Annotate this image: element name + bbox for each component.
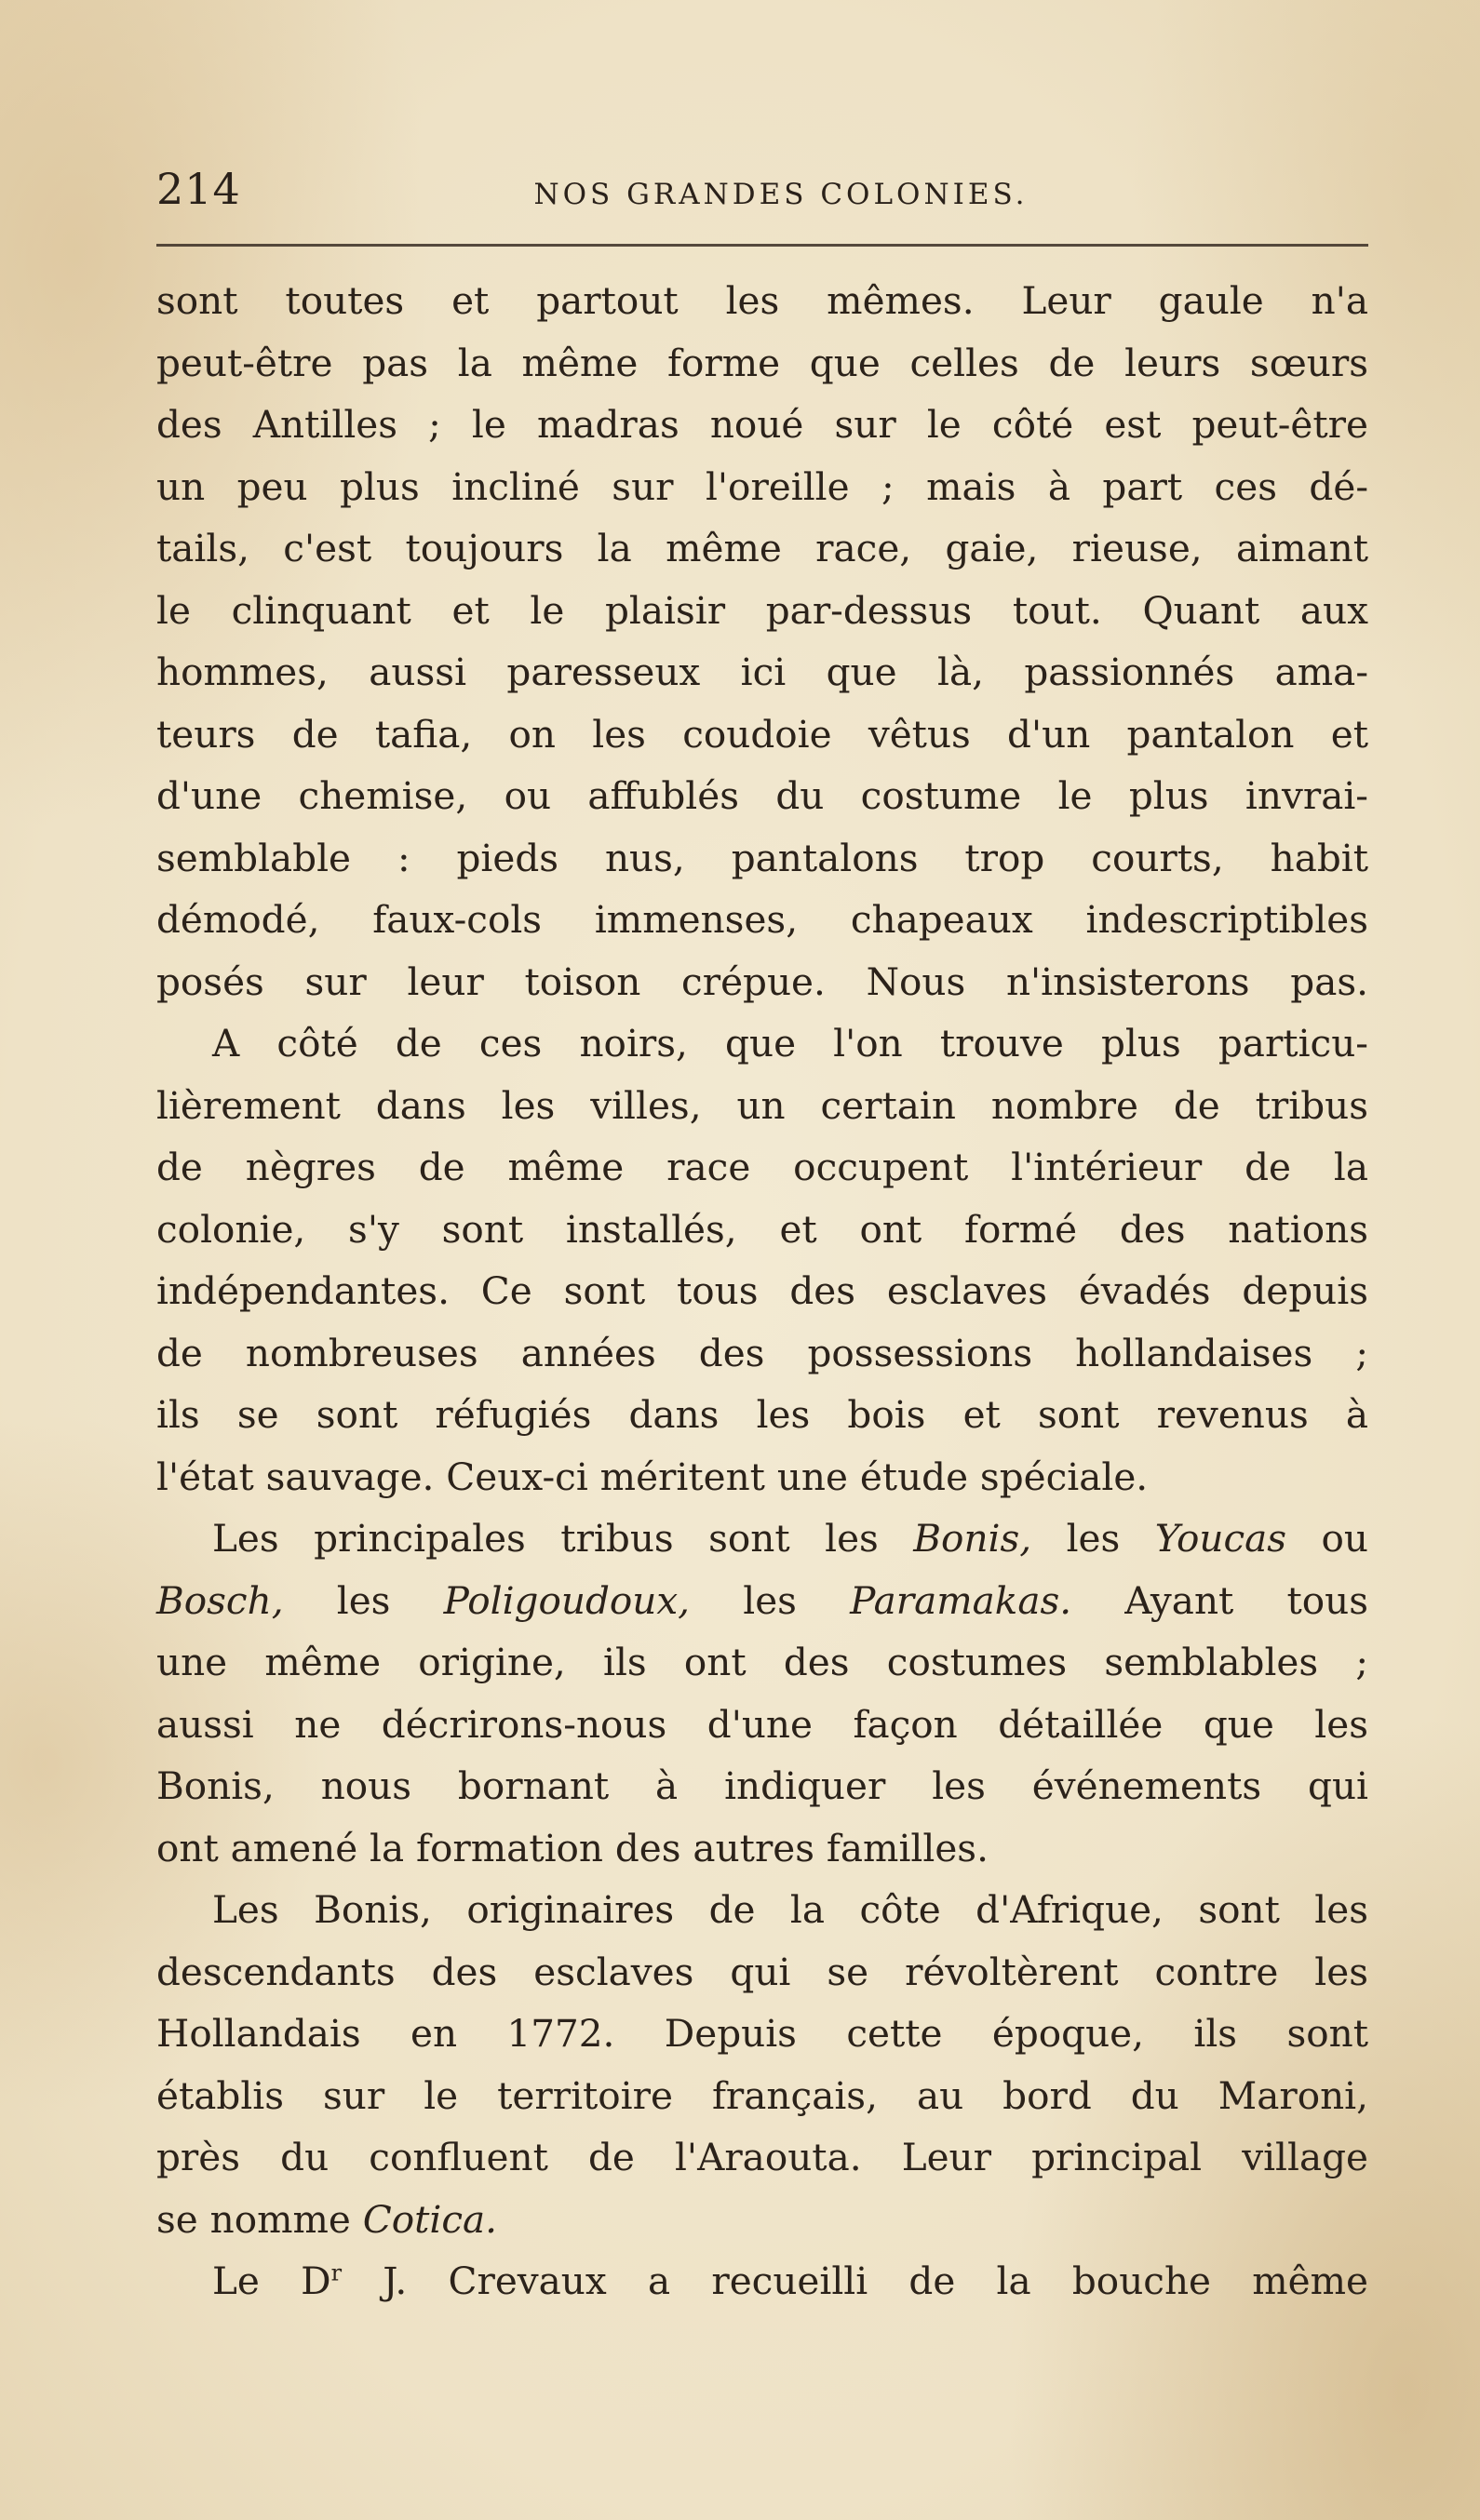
text-line: démodé, faux-cols immenses, chapeaux indescriptibles <box>156 897 1368 942</box>
paragraph-1 <box>156 270 1368 1012</box>
tribe-name-poligoudoux: Poligoudoux, <box>443 1577 691 1623</box>
header-rule <box>156 244 1368 247</box>
text-line: lièrement dans les villes, un certain nombre de tribus <box>156 1082 1368 1128</box>
text-line: sont toutes et partout les mêmes. Leur gaule n'a <box>156 278 1368 323</box>
text-line: indépendantes. Ce sont tous des esclaves évadés depuis <box>156 1268 1368 1313</box>
superscript: r <box>330 2259 343 2286</box>
text-line: aussi ne décrirons-nous d'une façon détaillée que les <box>156 1701 1368 1747</box>
text-line <box>156 2250 1368 2312</box>
text-line: une même origine, ils ont des costumes semblables ; <box>156 1640 1368 1684</box>
page-number: 214 <box>156 164 241 214</box>
tribe-name-paramakas: Paramakas. <box>850 1577 1072 1623</box>
body-text <box>156 270 1368 2312</box>
text-run: les <box>690 1577 851 1623</box>
text-run: se nomme <box>156 2196 363 2242</box>
village-name-cotica: Cotica. <box>362 2196 498 2242</box>
text-line: Bonis, nous bornant à indiquer les événements qui <box>156 1763 1368 1808</box>
text-line: hommes, aussi paresseux ici que là, passionnés ama- <box>156 650 1368 694</box>
text-line: des Antilles ; le madras noué sur le côté est peut-être <box>156 402 1368 447</box>
text-line: d'une chemise, ou affublés du costume le plus invrai- <box>156 773 1368 818</box>
paragraph-4 <box>156 1879 1368 2250</box>
text-line: teurs de tafia, on les coudoie vêtus d'un pantalon et <box>156 711 1368 757</box>
text-line: semblable : pieds nus, pantalons trop courts, habit <box>156 835 1368 880</box>
text-line: de nombreuses années des possessions hollandaises ; <box>156 1330 1368 1375</box>
paragraph-5 <box>156 2250 1368 2312</box>
text-line: un peu plus incliné sur l'oreille ; mais à part ces dé- <box>156 463 1368 509</box>
text-line: peut-être pas la même forme que celles de leurs sœurs <box>156 340 1368 385</box>
paragraph-2 <box>156 1012 1368 1508</box>
text-line: Les Bonis, originaires de la côte d'Afrique, sont les <box>212 1887 1368 1932</box>
text-run: J. Crevaux a recueilli de la bouche même <box>342 2259 1368 2303</box>
text-line: posés sur leur toison crépue. Nous n'insisterons pas. <box>156 958 1368 1004</box>
text-line: près du confluent de l'Araouta. Leur principal village <box>156 2135 1368 2179</box>
text-line: descendants des esclaves qui se révoltèrent contre les <box>156 1949 1368 1994</box>
text-line <box>156 1570 1368 1632</box>
text-line: A côté de ces noirs, que l'on trouve plus particu- <box>212 1021 1368 1066</box>
text-line: le clinquant et le plaisir par-dessus tout. Quant aux <box>156 587 1368 633</box>
text-line <box>156 1508 1368 1570</box>
text-line: Hollandais en 1772. Depuis cette époque, ils sont <box>156 2011 1368 2056</box>
text-line: établis sur le territoire français, au bord du Maroni, <box>156 2072 1368 2118</box>
text-run: ou <box>1286 1516 1368 1561</box>
running-title: NOS GRANDES COLONIES. <box>533 178 1029 211</box>
tribe-name-bonis: Bonis, <box>913 1516 1032 1561</box>
text-run: les <box>283 1577 444 1623</box>
page-header <box>156 156 1368 221</box>
text-line: l'état sauvage. Ceux-ci méritent une étude spéciale. <box>156 1454 1149 1499</box>
text-line: de nègres de même race occupent l'intérieur de la <box>156 1145 1368 1189</box>
tribe-name-youcas: Youcas <box>1154 1516 1287 1561</box>
text-line: ils se sont réfugiés dans les bois et sont revenus à <box>156 1392 1368 1437</box>
paragraph-3 <box>156 1508 1368 1879</box>
tribe-name-bosch: Bosch, <box>156 1577 284 1623</box>
text-run: Le D <box>212 2259 331 2303</box>
text-run: Les principales tribus sont les <box>212 1516 914 1561</box>
text-line: ont amené la formation des autres familles. <box>156 1825 989 1870</box>
text-run: Ayant tous <box>1071 1577 1369 1623</box>
text-run: les <box>1031 1516 1155 1561</box>
text-line: tails, c'est toujours la même race, gaie, rieuse, aimant <box>156 526 1368 570</box>
text-line <box>156 2189 1368 2251</box>
text-line: colonie, s'y sont installés, et ont formé des nations <box>156 1206 1368 1252</box>
